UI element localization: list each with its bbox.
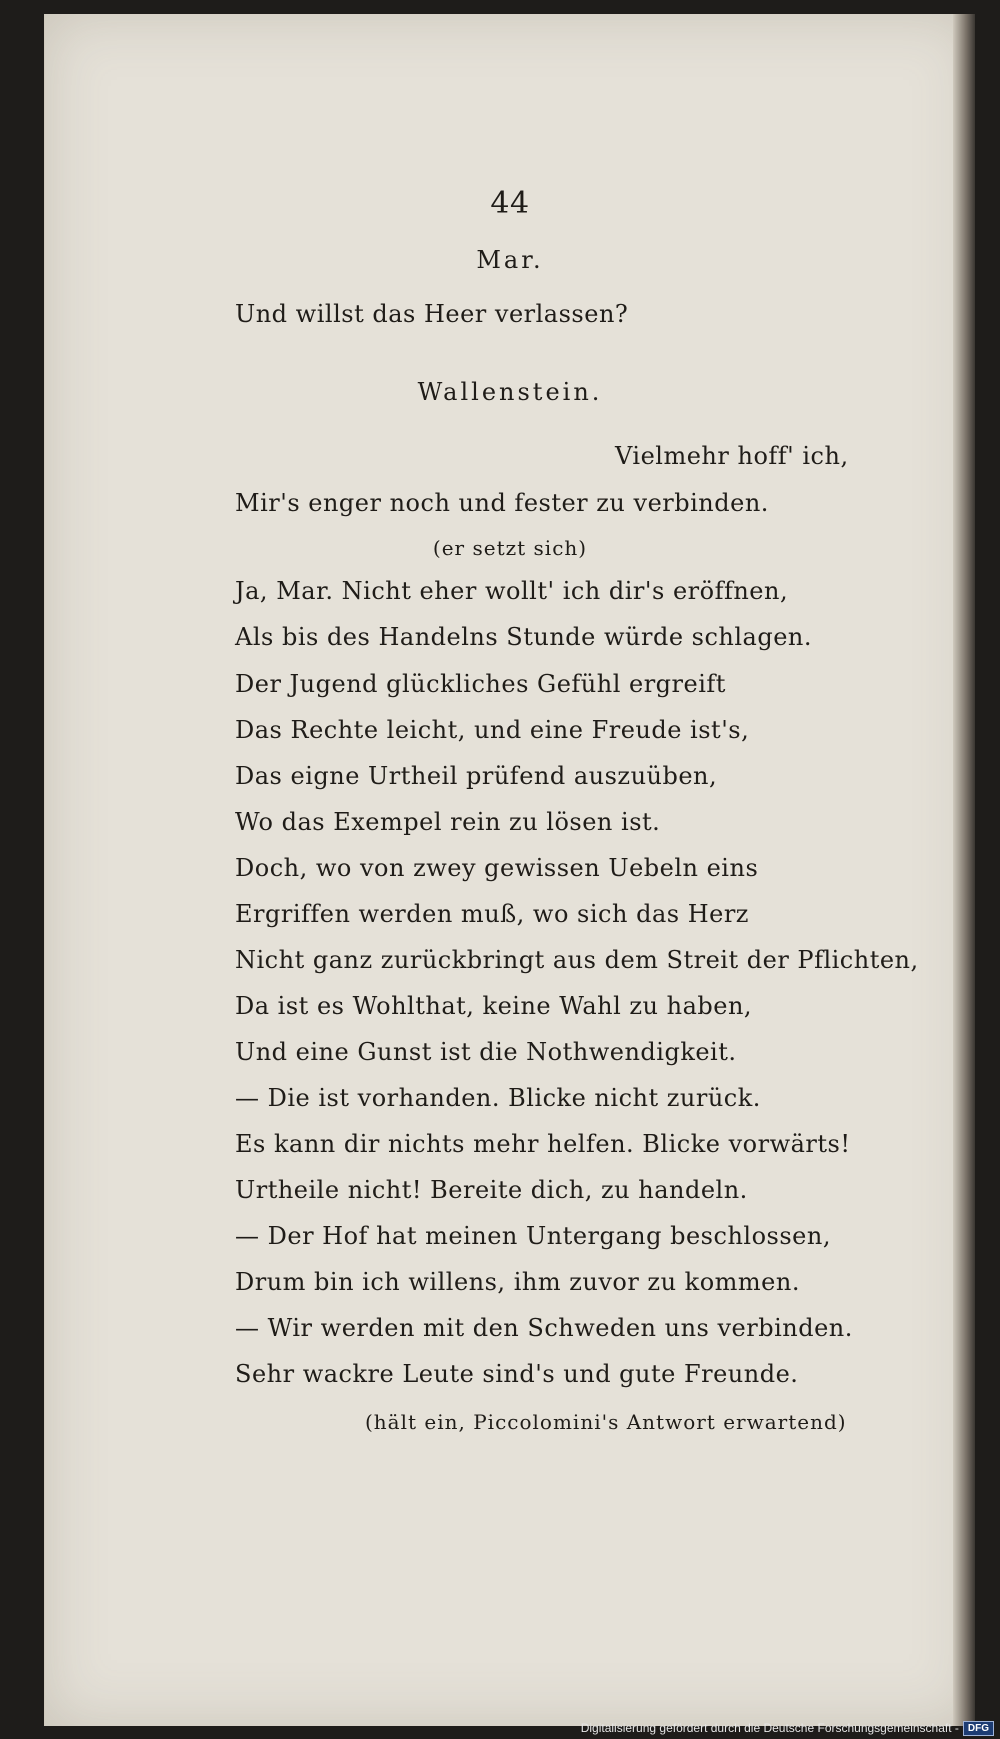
page-text [45, 14, 975, 1726]
verse-line: Und willst das Heer verlassen? [235, 300, 629, 328]
speaker-name: Mar. [476, 246, 544, 274]
credit-text: Digitalisierung gefördert durch die Deutsche Forschungsgemeinschaft - [580, 1721, 959, 1735]
stage-direction: (hält ein, Piccolomini's Antwort erwartend) [365, 1410, 847, 1434]
stage-direction: (er setzt sich) [432, 536, 588, 560]
verse-line: Da ist es Wohlthat, keine Wahl zu haben, [235, 992, 753, 1020]
verse-line: Nicht ganz zurückbringt aus dem Streit der Pflichten, [235, 946, 919, 974]
speaker-name: Wallenstein. [417, 378, 603, 406]
verse-line: — Der Hof hat meinen Untergang beschlossen, [235, 1222, 831, 1250]
verse-line: Und eine Gunst ist die Nothwendigkeit. [235, 1038, 737, 1066]
book-page [44, 14, 975, 1726]
verse-line: — Wir werden mit den Schweden uns verbinden. [235, 1314, 853, 1342]
verse-line: Der Jugend glückliches Gefühl ergreift [235, 670, 726, 698]
verse-line: Ergriffen werden muß, wo sich das Herz [235, 900, 749, 928]
verse-line: Als bis des Handelns Stunde würde schlagen. [235, 623, 813, 651]
verse-line: Doch, wo von zwey gewissen Uebeln eins [235, 854, 759, 882]
digitization-credit [581, 1719, 994, 1737]
verse-line: Sehr wackre Leute sind's und gute Freunde. [235, 1360, 799, 1388]
verse-line: Vielmehr hoff' ich, [615, 442, 849, 470]
verse-line: Das Rechte leicht, und eine Freude ist's, [235, 716, 750, 744]
verse-line: Drum bin ich willens, ihm zuvor zu kommen. [235, 1268, 800, 1296]
verse-line: Ja, Mar. Nicht eher wollt' ich dir's eröffnen, [235, 577, 789, 605]
verse-line: — Die ist vorhanden. Blicke nicht zurück. [235, 1084, 761, 1112]
verse-line: Es kann dir nichts mehr helfen. Blicke vorwärts! [235, 1130, 851, 1158]
verse-line: Das eigne Urtheil prüfend auszuüben, [235, 762, 718, 790]
page-number: 44 [490, 186, 530, 221]
verse-line: Mir's enger noch und fester zu verbinden. [235, 489, 769, 517]
verse-line: Urtheile nicht! Bereite dich, zu handeln. [235, 1176, 748, 1204]
dfg-logo: DFG [963, 1721, 994, 1736]
verse-line: Wo das Exempel rein zu lösen ist. [235, 808, 661, 836]
